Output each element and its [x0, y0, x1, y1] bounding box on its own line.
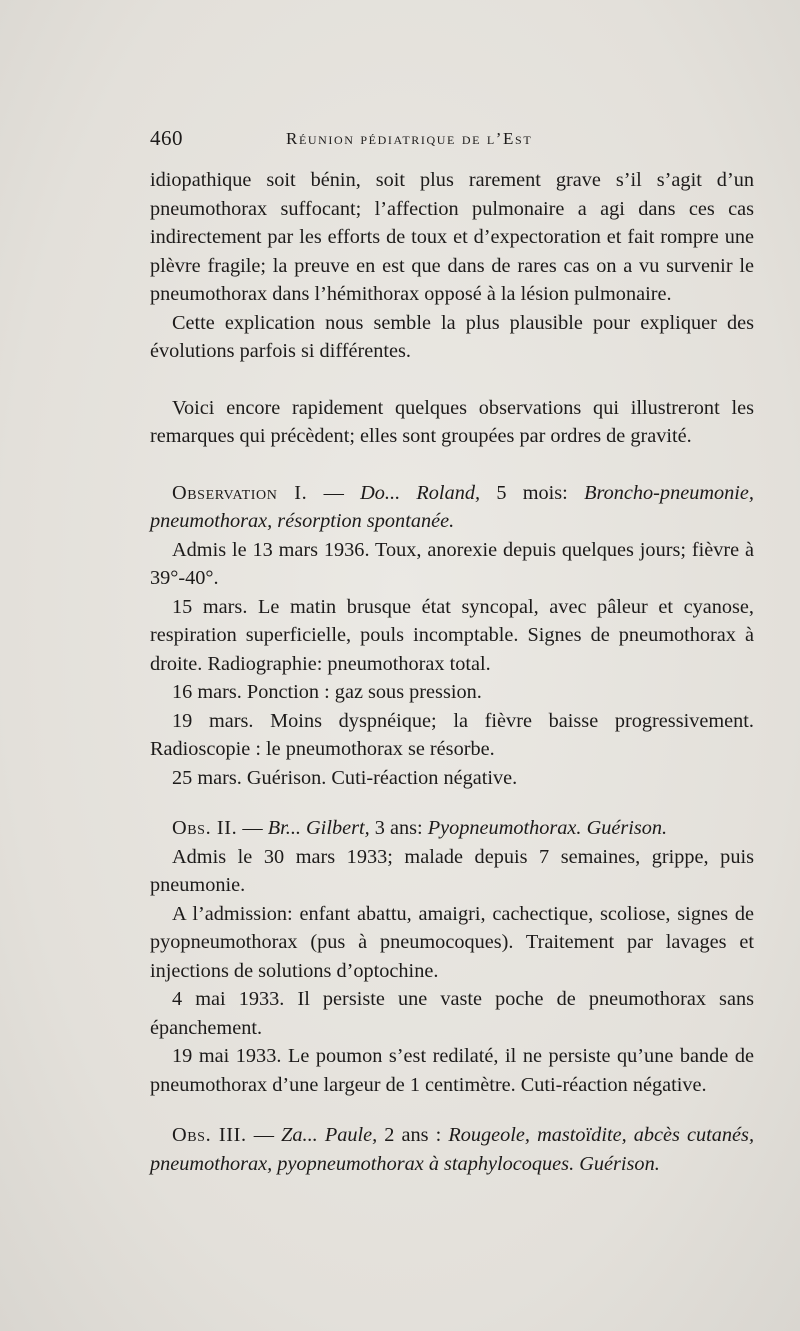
observation-2-age: 3 ans: — [369, 817, 428, 839]
observation-1-dash: — — [307, 481, 361, 504]
observation-2-title: Pyopneumothorax. Guérison. — [427, 817, 668, 839]
running-title: Réunion pédiatrique de l’Est — [286, 129, 533, 148]
body-text — [150, 166, 754, 1178]
observation-1-label: Observation I. — [172, 481, 308, 504]
observation-1-line-3: 16 mars. Ponction : gaz sous pression. — [172, 681, 482, 703]
observation-2-label: Obs. II. — [172, 817, 238, 839]
observation-1-line-4: 19 mars. Moins dyspnéique; la fièvre baisse progressivement. Radioscopie : le pneumothorax se résorbe. — [150, 709, 754, 760]
observation-1-line-1: Admis le 13 mars 1936. Toux, anorexie depuis quelques jours; fièvre à 39°-40°. — [150, 538, 754, 589]
observation-3-title: Rougeole, mastoïdite, abcès cutanés, pneumothorax, pyopneumothorax à staphylocoques. Guérison. — [150, 1124, 755, 1175]
observation-3-dash: — — [246, 1124, 282, 1146]
observation-2-dash: — — [237, 817, 268, 839]
intro-paragraph-1: idiopathique soit bénin, soit plus rarement grave s’il s’agit d’un pneumothorax suffocant; l’affection pulmonaire a agi dans ces cas indirectement par les efforts de toux et d’expectoration et fait rompre une plèvre fragile; la preuve en est que dans de rares cas on a vu survenir le pneumothorax dans l’hémithorax opposé à la lésion pulmonaire. — [150, 169, 754, 305]
observation-3-patient: Za... Paule, — [281, 1124, 378, 1146]
observation-2-line-3: 4 mai 1933. Il persiste une vaste poche de pneumothorax sans épanchement. — [150, 988, 754, 1039]
observation-2-heading — [150, 814, 754, 843]
observation-1-patient: Do... Roland, — [360, 481, 481, 504]
observation-3-heading — [150, 1121, 754, 1178]
observation-2-line-2: A l’admission: enfant abattu, amaigri, cachectique, scoliose, signes de pyopneumothorax (pus à pneumocoques). Traitement par lavages et injections de solutions d’optochine. — [150, 902, 754, 982]
observation-1-heading — [150, 479, 754, 536]
intro-paragraph-2: Cette explication nous semble la plus plausible pour expliquer des évolutions parfois si différentes. — [150, 311, 754, 362]
observation-1-title: Broncho-pneumonie, pneumothorax, résorption spontanée. — [150, 481, 754, 532]
observation-2-line-1: Admis le 30 mars 1933; malade depuis 7 semaines, grippe, puis pneumonie. — [150, 845, 754, 896]
observation-2-patient: Br... Gilbert, — [267, 817, 370, 839]
intro-paragraph-3: Voici encore rapidement quelques observations qui illustreront les remarques qui précèdent; elles sont groupées par ordres de gravité. — [150, 396, 754, 447]
observation-1-line-5: 25 mars. Guérison. Cuti-réaction négative. — [172, 766, 518, 789]
observation-3-age: 2 ans : — [377, 1124, 449, 1146]
observation-3-label: Obs. III. — [172, 1124, 247, 1146]
observation-1-line-2: 15 mars. Le matin brusque état syncopal, avec pâleur et cyanose, respiration superficielle, pouls incomptable. Signes de pneumothorax à droite. Radiographie: pneumothorax total. — [150, 595, 754, 675]
observation-2-line-4: 19 mai 1933. Le poumon s’est redilaté, il ne persiste qu’une bande de pneumothorax d’une largeur de 1 centimètre. Cuti-réaction négative. — [150, 1045, 754, 1096]
page-number: 460 — [150, 126, 183, 150]
page-header — [150, 126, 754, 156]
observation-1-age: 5 mois: — [480, 481, 585, 504]
